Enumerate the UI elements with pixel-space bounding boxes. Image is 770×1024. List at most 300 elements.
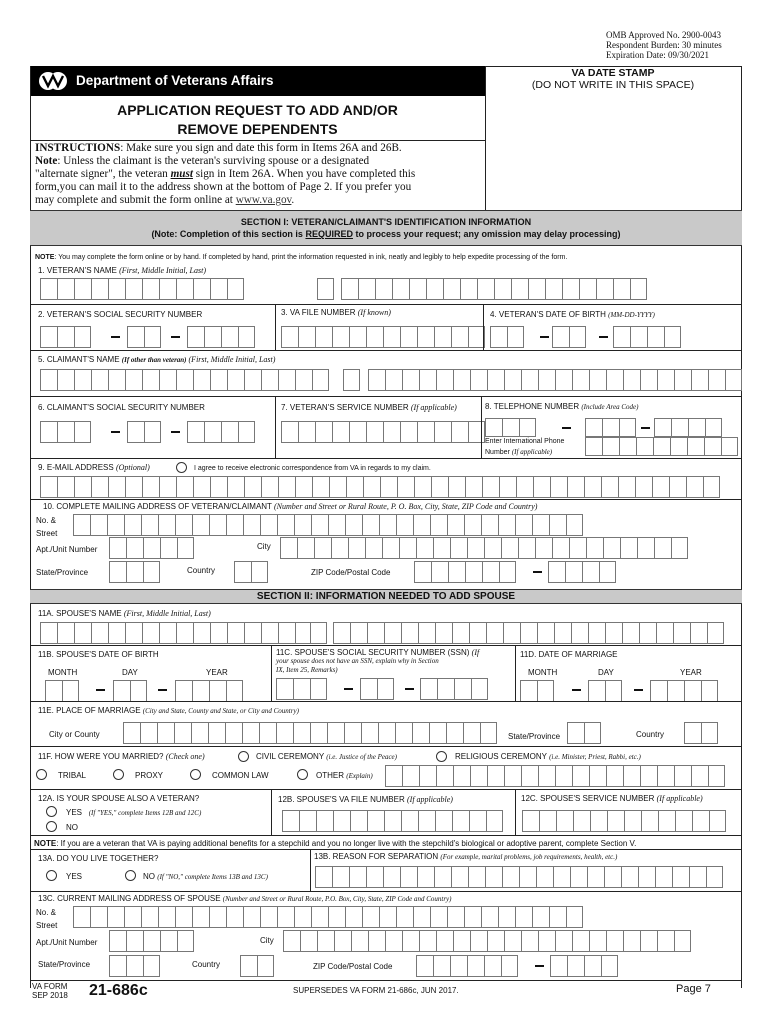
spouse-street-boxes[interactable] — [73, 906, 583, 928]
character-box[interactable] — [400, 326, 417, 348]
character-box[interactable] — [433, 955, 450, 977]
character-box[interactable] — [498, 514, 515, 536]
character-box[interactable] — [210, 278, 227, 300]
character-box[interactable] — [674, 369, 691, 391]
character-box[interactable] — [555, 765, 572, 787]
character-box[interactable] — [417, 421, 434, 443]
character-box[interactable] — [91, 369, 108, 391]
character-box[interactable] — [656, 622, 673, 644]
character-box[interactable] — [454, 678, 471, 700]
character-box[interactable] — [192, 680, 209, 702]
character-box[interactable] — [435, 622, 452, 644]
character-box[interactable] — [143, 930, 160, 952]
character-box[interactable] — [556, 810, 573, 832]
character-box[interactable] — [57, 476, 74, 498]
character-box[interactable] — [537, 622, 554, 644]
character-box[interactable] — [549, 514, 566, 536]
character-box[interactable] — [144, 326, 161, 348]
character-box[interactable] — [126, 955, 143, 977]
character-box[interactable] — [469, 622, 486, 644]
character-box[interactable] — [125, 622, 142, 644]
character-box[interactable] — [606, 369, 623, 391]
common-law-radio[interactable] — [190, 769, 201, 780]
character-box[interactable] — [671, 418, 688, 437]
character-box[interactable] — [588, 622, 605, 644]
character-box[interactable] — [358, 278, 375, 300]
spouse-city-boxes[interactable] — [283, 930, 691, 952]
character-box[interactable] — [141, 514, 158, 536]
character-box[interactable] — [261, 476, 278, 498]
character-box[interactable] — [613, 326, 630, 348]
character-box[interactable] — [463, 722, 480, 744]
character-box[interactable] — [385, 930, 402, 952]
character-box[interactable] — [553, 866, 570, 888]
character-box[interactable] — [331, 537, 348, 559]
spouse-country-boxes[interactable] — [240, 955, 274, 977]
character-box[interactable] — [707, 622, 724, 644]
character-box[interactable] — [413, 514, 430, 536]
apt-number-boxes[interactable] — [109, 537, 194, 559]
character-box[interactable] — [511, 278, 528, 300]
character-box[interactable] — [535, 537, 552, 559]
character-box[interactable] — [210, 622, 227, 644]
character-box[interactable] — [90, 906, 107, 928]
spouse-service-number-boxes[interactable] — [522, 810, 726, 832]
character-box[interactable] — [57, 369, 74, 391]
character-box[interactable] — [571, 622, 588, 644]
character-box[interactable] — [176, 278, 193, 300]
character-box[interactable] — [225, 722, 242, 744]
character-box[interactable] — [124, 514, 141, 536]
character-box[interactable] — [243, 906, 260, 928]
character-box[interactable] — [351, 930, 368, 952]
character-box[interactable] — [346, 476, 363, 498]
city-boxes[interactable] — [280, 537, 688, 559]
marriage-city-boxes[interactable] — [123, 722, 497, 744]
character-box[interactable] — [555, 369, 572, 391]
character-box[interactable] — [130, 680, 147, 702]
character-box[interactable] — [281, 326, 298, 348]
character-box[interactable] — [234, 561, 251, 583]
character-box[interactable] — [654, 418, 671, 437]
character-box[interactable] — [448, 561, 465, 583]
character-box[interactable] — [657, 765, 674, 787]
character-box[interactable] — [251, 561, 268, 583]
character-box[interactable] — [460, 278, 477, 300]
character-box[interactable] — [334, 930, 351, 952]
character-box[interactable] — [401, 810, 418, 832]
character-box[interactable] — [109, 955, 126, 977]
character-box[interactable] — [300, 930, 317, 952]
character-box[interactable] — [434, 326, 451, 348]
character-box[interactable] — [40, 622, 57, 644]
character-box[interactable] — [484, 537, 501, 559]
character-box[interactable] — [567, 476, 584, 498]
character-box[interactable] — [298, 326, 315, 348]
character-box[interactable] — [675, 810, 692, 832]
character-box[interactable] — [74, 369, 91, 391]
character-box[interactable] — [572, 369, 589, 391]
character-box[interactable] — [192, 906, 209, 928]
character-box[interactable] — [277, 514, 294, 536]
character-box[interactable] — [603, 537, 620, 559]
character-box[interactable] — [433, 537, 450, 559]
character-box[interactable] — [382, 537, 399, 559]
spouse-first-name-boxes[interactable] — [40, 622, 312, 644]
character-box[interactable] — [419, 765, 436, 787]
character-box[interactable] — [362, 906, 379, 928]
character-box[interactable] — [539, 810, 556, 832]
character-box[interactable] — [689, 866, 706, 888]
character-box[interactable] — [452, 622, 469, 644]
character-box[interactable] — [365, 537, 382, 559]
character-box[interactable] — [470, 369, 487, 391]
character-box[interactable] — [451, 326, 468, 348]
character-box[interactable] — [293, 722, 310, 744]
character-box[interactable] — [630, 326, 647, 348]
character-box[interactable] — [703, 476, 720, 498]
character-box[interactable] — [260, 514, 277, 536]
character-box[interactable] — [144, 421, 161, 443]
character-box[interactable] — [157, 722, 174, 744]
character-box[interactable] — [40, 476, 57, 498]
character-box[interactable] — [504, 765, 521, 787]
veteran-ssn-boxes-2[interactable] — [127, 326, 161, 348]
va-file-number-boxes[interactable] — [281, 326, 485, 348]
character-box[interactable] — [471, 678, 488, 700]
street-boxes[interactable] — [73, 514, 583, 536]
email-boxes[interactable] — [40, 476, 720, 498]
character-box[interactable] — [585, 418, 602, 437]
character-box[interactable] — [193, 476, 210, 498]
character-box[interactable] — [601, 955, 618, 977]
spouse-va-file-boxes[interactable] — [282, 810, 503, 832]
spouse-last-name-boxes[interactable] — [333, 622, 724, 644]
character-box[interactable] — [108, 369, 125, 391]
character-box[interactable] — [240, 955, 257, 977]
character-box[interactable] — [343, 369, 360, 391]
character-box[interactable] — [487, 930, 504, 952]
character-box[interactable] — [377, 678, 394, 700]
character-box[interactable] — [623, 930, 640, 952]
character-box[interactable] — [605, 680, 622, 702]
character-box[interactable] — [589, 369, 606, 391]
character-box[interactable] — [238, 326, 255, 348]
character-box[interactable] — [701, 722, 718, 744]
character-box[interactable] — [402, 369, 419, 391]
character-box[interactable] — [469, 810, 486, 832]
spouse-ssn-boxes-3[interactable] — [420, 678, 488, 700]
character-box[interactable] — [635, 476, 652, 498]
character-box[interactable] — [417, 326, 434, 348]
tribal-radio[interactable] — [36, 769, 47, 780]
character-box[interactable] — [486, 622, 503, 644]
character-box[interactable] — [282, 810, 299, 832]
character-box[interactable] — [671, 537, 688, 559]
character-box[interactable] — [227, 622, 244, 644]
character-box[interactable] — [481, 514, 498, 536]
character-box[interactable] — [504, 369, 521, 391]
character-box[interactable] — [647, 326, 664, 348]
character-box[interactable] — [227, 369, 244, 391]
marriage-year-boxes[interactable] — [650, 680, 718, 702]
character-box[interactable] — [397, 476, 414, 498]
character-box[interactable] — [641, 810, 658, 832]
character-box[interactable] — [419, 369, 436, 391]
character-box[interactable] — [709, 810, 726, 832]
character-box[interactable] — [91, 622, 108, 644]
character-box[interactable] — [209, 680, 226, 702]
character-box[interactable] — [399, 537, 416, 559]
character-box[interactable] — [624, 810, 641, 832]
character-box[interactable] — [537, 680, 554, 702]
character-box[interactable] — [467, 955, 484, 977]
character-box[interactable] — [565, 561, 582, 583]
character-box[interactable] — [623, 369, 640, 391]
character-box[interactable] — [362, 514, 379, 536]
character-box[interactable] — [721, 437, 738, 456]
character-box[interactable] — [416, 955, 433, 977]
character-box[interactable] — [141, 906, 158, 928]
character-box[interactable] — [468, 866, 485, 888]
character-box[interactable] — [310, 678, 327, 700]
character-box[interactable] — [91, 278, 108, 300]
spouse-zip-boxes-1[interactable] — [416, 955, 518, 977]
veteran-ssn-boxes-1[interactable] — [40, 326, 91, 348]
character-box[interactable] — [244, 622, 261, 644]
character-box[interactable] — [276, 678, 293, 700]
character-box[interactable] — [193, 622, 210, 644]
character-box[interactable] — [701, 680, 718, 702]
claimant-ssn-boxes-3[interactable] — [187, 421, 255, 443]
character-box[interactable] — [210, 369, 227, 391]
character-box[interactable] — [657, 930, 674, 952]
character-box[interactable] — [485, 866, 502, 888]
character-box[interactable] — [62, 680, 79, 702]
character-box[interactable] — [57, 326, 74, 348]
character-box[interactable] — [686, 476, 703, 498]
character-box[interactable] — [584, 476, 601, 498]
character-box[interactable] — [385, 765, 402, 787]
character-box[interactable] — [538, 930, 555, 952]
character-box[interactable] — [366, 421, 383, 443]
character-box[interactable] — [344, 722, 361, 744]
character-box[interactable] — [328, 514, 345, 536]
character-box[interactable] — [73, 514, 90, 536]
character-box[interactable] — [142, 369, 159, 391]
character-box[interactable] — [602, 437, 619, 456]
character-box[interactable] — [515, 514, 532, 536]
character-box[interactable] — [160, 537, 177, 559]
character-box[interactable] — [74, 476, 91, 498]
character-box[interactable] — [545, 278, 562, 300]
character-box[interactable] — [426, 278, 443, 300]
character-box[interactable] — [447, 906, 464, 928]
spouse-dob-year-boxes[interactable] — [175, 680, 243, 702]
character-box[interactable] — [332, 421, 349, 443]
character-box[interactable] — [277, 906, 294, 928]
character-box[interactable] — [226, 906, 243, 928]
character-box[interactable] — [573, 810, 590, 832]
character-box[interactable] — [40, 421, 57, 443]
character-box[interactable] — [177, 537, 194, 559]
character-box[interactable] — [315, 326, 332, 348]
character-box[interactable] — [366, 866, 383, 888]
character-box[interactable] — [328, 906, 345, 928]
character-box[interactable] — [690, 622, 707, 644]
character-box[interactable] — [464, 906, 481, 928]
character-box[interactable] — [552, 537, 569, 559]
character-box[interactable] — [518, 537, 535, 559]
veteran-first-name-boxes[interactable] — [40, 278, 244, 300]
character-box[interactable] — [143, 561, 160, 583]
character-box[interactable] — [477, 278, 494, 300]
character-box[interactable] — [507, 326, 524, 348]
character-box[interactable] — [519, 418, 536, 437]
character-box[interactable] — [504, 930, 521, 952]
character-box[interactable] — [109, 537, 126, 559]
character-box[interactable] — [125, 476, 142, 498]
character-box[interactable] — [607, 810, 624, 832]
claimant-middle-initial-box[interactable] — [343, 369, 360, 391]
character-box[interactable] — [299, 810, 316, 832]
character-box[interactable] — [487, 765, 504, 787]
character-box[interactable] — [360, 678, 377, 700]
character-box[interactable] — [158, 514, 175, 536]
character-box[interactable] — [501, 955, 518, 977]
character-box[interactable] — [451, 866, 468, 888]
character-box[interactable] — [108, 278, 125, 300]
character-box[interactable] — [536, 866, 553, 888]
character-box[interactable] — [368, 930, 385, 952]
character-box[interactable] — [669, 476, 686, 498]
character-box[interactable] — [113, 680, 130, 702]
character-box[interactable] — [159, 476, 176, 498]
character-box[interactable] — [450, 537, 467, 559]
character-box[interactable] — [227, 278, 244, 300]
character-box[interactable] — [653, 437, 670, 456]
character-box[interactable] — [57, 622, 74, 644]
character-box[interactable] — [401, 622, 418, 644]
character-box[interactable] — [327, 722, 344, 744]
character-box[interactable] — [400, 421, 417, 443]
character-box[interactable] — [329, 476, 346, 498]
character-box[interactable] — [244, 369, 261, 391]
character-box[interactable] — [412, 722, 429, 744]
character-box[interactable] — [470, 930, 487, 952]
email-consent-radio[interactable] — [176, 462, 187, 473]
character-box[interactable] — [348, 537, 365, 559]
character-box[interactable] — [368, 369, 385, 391]
character-box[interactable] — [283, 930, 300, 952]
character-box[interactable] — [554, 622, 571, 644]
character-box[interactable] — [567, 955, 584, 977]
character-box[interactable] — [419, 930, 436, 952]
character-box[interactable] — [652, 476, 669, 498]
civil-ceremony-radio[interactable] — [238, 751, 249, 762]
character-box[interactable] — [278, 369, 295, 391]
character-box[interactable] — [430, 906, 447, 928]
character-box[interactable] — [516, 476, 533, 498]
character-box[interactable] — [349, 421, 366, 443]
character-box[interactable] — [503, 622, 520, 644]
character-box[interactable] — [175, 906, 192, 928]
character-box[interactable] — [606, 930, 623, 952]
character-box[interactable] — [259, 722, 276, 744]
character-box[interactable] — [589, 930, 606, 952]
character-box[interactable] — [589, 765, 606, 787]
character-box[interactable] — [521, 369, 538, 391]
character-box[interactable] — [333, 810, 350, 832]
character-box[interactable] — [446, 722, 463, 744]
character-box[interactable] — [316, 810, 333, 832]
character-box[interactable] — [160, 930, 177, 952]
character-box[interactable] — [450, 955, 467, 977]
character-box[interactable] — [379, 514, 396, 536]
character-box[interactable] — [528, 278, 545, 300]
spouse-middle-initial-box[interactable] — [310, 622, 327, 644]
character-box[interactable] — [126, 561, 143, 583]
character-box[interactable] — [705, 418, 722, 437]
character-box[interactable] — [521, 765, 538, 787]
character-box[interactable] — [684, 680, 701, 702]
character-box[interactable] — [658, 810, 675, 832]
character-box[interactable] — [73, 906, 90, 928]
character-box[interactable] — [586, 537, 603, 559]
religious-ceremony-radio[interactable] — [436, 751, 447, 762]
character-box[interactable] — [674, 765, 691, 787]
character-box[interactable] — [687, 437, 704, 456]
character-box[interactable] — [431, 561, 448, 583]
character-box[interactable] — [204, 421, 221, 443]
character-box[interactable] — [350, 810, 367, 832]
live-together-yes-radio[interactable] — [46, 870, 57, 881]
character-box[interactable] — [244, 476, 261, 498]
character-box[interactable] — [379, 906, 396, 928]
character-box[interactable] — [413, 906, 430, 928]
state-boxes[interactable] — [109, 561, 160, 583]
character-box[interactable] — [464, 514, 481, 536]
character-box[interactable] — [74, 622, 91, 644]
character-box[interactable] — [620, 537, 637, 559]
character-box[interactable] — [392, 278, 409, 300]
other-marriage-radio[interactable] — [297, 769, 308, 780]
character-box[interactable] — [596, 278, 613, 300]
character-box[interactable] — [142, 278, 159, 300]
character-box[interactable] — [317, 930, 334, 952]
character-box[interactable] — [436, 765, 453, 787]
character-box[interactable] — [420, 678, 437, 700]
character-box[interactable] — [208, 722, 225, 744]
character-box[interactable] — [429, 722, 446, 744]
character-box[interactable] — [109, 561, 126, 583]
character-box[interactable] — [278, 476, 295, 498]
character-box[interactable] — [312, 476, 329, 498]
character-box[interactable] — [684, 722, 701, 744]
character-box[interactable] — [572, 930, 589, 952]
character-box[interactable] — [672, 866, 689, 888]
character-box[interactable] — [108, 476, 125, 498]
character-box[interactable] — [590, 810, 607, 832]
claimant-last-name-boxes[interactable] — [368, 369, 742, 391]
character-box[interactable] — [363, 476, 380, 498]
character-box[interactable] — [159, 369, 176, 391]
character-box[interactable] — [602, 418, 619, 437]
character-box[interactable] — [640, 369, 657, 391]
character-box[interactable] — [552, 326, 569, 348]
character-box[interactable] — [238, 421, 255, 443]
character-box[interactable] — [383, 866, 400, 888]
